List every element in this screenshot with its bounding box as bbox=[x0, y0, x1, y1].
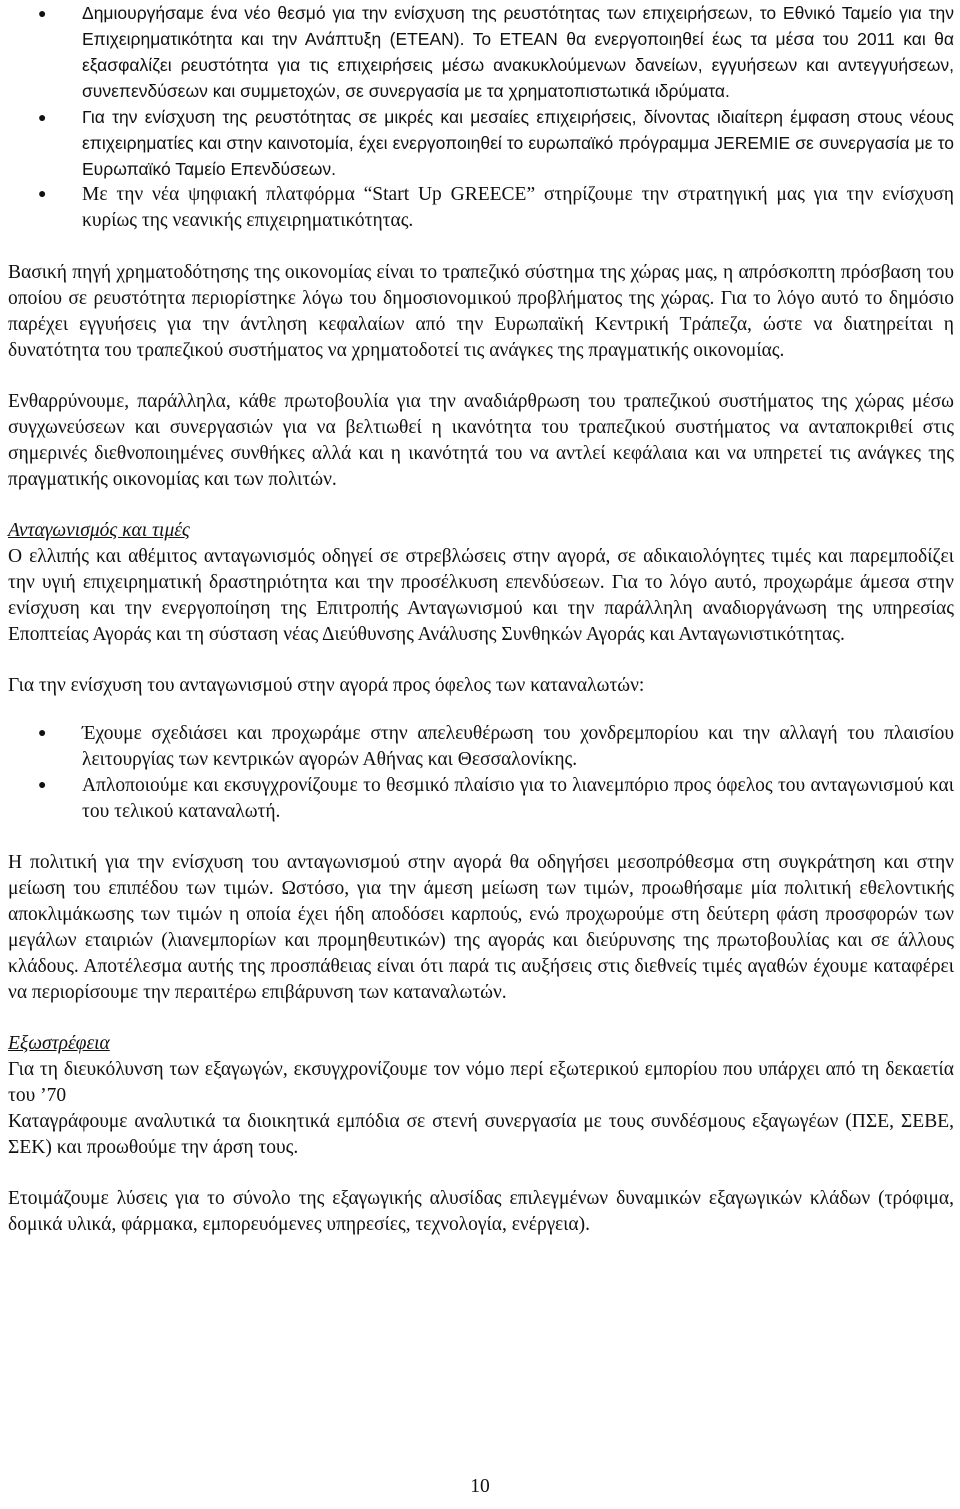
list-item bbox=[8, 182, 954, 234]
list-item bbox=[8, 104, 954, 182]
bullet-icon: ● bbox=[38, 726, 47, 741]
competition-paragraph: Ο ελλιπής και αθέμιτος ανταγωνισμός οδηγεί σε στρεβλώσεις στην αγορά, σε αδικαιολόγητες τιμές και παρεμποδίζει την υγιή επιχειρηματική δραστηριότητα και την προσέλκυση επενδύσεων. Για το λόγο αυτό, προχωράμε άμεσα στην ενίσχυση και την ενεργοποίηση της Επιτροπής Ανταγωνισμού και την παράλληλη αναδιοργάνωση της υπηρεσίας Εποπτείας Αγοράς και τη σύσταση νέας Διεύθυνσης Ανάλυσης Συνθηκών Αγοράς και Ανταγωνιστικότητας. bbox=[8, 546, 954, 645]
bullet-icon: ● bbox=[38, 778, 47, 793]
export-paragraph-3: Ετοιμάζουμε λύσεις για το σύνολο της εξαγωγικής αλυσίδας επιλεγμένων δυναμικών εξαγωγικών κλάδων (τρόφιμα, δομικά υλικά, φάρμακα, εμπορευόμενες υπηρεσίες, τεχνολογία, ενέργεια). bbox=[8, 1188, 954, 1235]
page-number: 10 bbox=[470, 1476, 490, 1497]
list-item-text: Για την ενίσχυση της ρευστότητας σε μικρές και μεσαίες επιχειρήσεις, δίνοντας ιδιαίτερη έμφαση στους νέους επιχειρηματίες και στην καινοτομία, έχει ενεργοποιηθεί το ευρωπαϊκό πρόγραμμα JEREMIE σε συνεργασία με το Ευρωπαϊκό Ταμείο Επενδύσεων. bbox=[82, 107, 954, 179]
list-item-text: Έχουμε σχεδιάσει και προχωράμε στην απελευθέρωση του χονδρεμπορίου και την αλλαγή του πλαισίου λειτουργίας των κεντρικών αγορών Αθήνας και Θεσσαλονίκης. bbox=[82, 723, 954, 770]
bullet-icon: ● bbox=[38, 187, 47, 202]
list-item-text: Με την νέα ψηφιακή πλατφόρμα “Start Up GREECE” στηρίζουμε την στρατηγική μας για την ενίσχυση κυρίως της νεανικής επιχειρηματικότητας. bbox=[82, 184, 954, 231]
bullet-icon: ● bbox=[38, 109, 47, 125]
banking-paragraph: Βασική πηγή χρηματοδότησης της οικονομίας είναι το τραπεζικό σύστημα της χώρας μας, η απρόσκοπτη πρόσβαση του οποίου σε ρευστότητα περιορίστηκε λόγω του δημοσιονομικού προβλήματος της χώρας. Για το λόγο αυτό το δημόσιο παρέχει εγγυήσεις για την άντληση κεφαλαίων από την Ευρωπαϊκή Κεντρική Τράπεζα, ώστε να διατηρείται η δυνατότητα του τραπεζικού συστήματος να χρηματοδοτεί τις ανάγκες της πραγματικής οικονομίας. bbox=[8, 262, 954, 361]
consumers-bullet-list bbox=[8, 721, 954, 825]
list-item-text: Δημιουργήσαμε ένα νέο θεσμό για την ενίσχυση της ρευστότητας των επιχειρήσεων, το Εθνικό Ταμείο για την Επιχειρηματικότητα και την Ανάπτυξη (ΕΤΕΑΝ). Το ΕΤΕΑΝ θα ενεργοποιηθεί έως τα μέσα του 2011 και θα εξασφαλίζει ρευστότητα για τις επιχειρήσεις μέσω ανακυκλούμενων δανείων, εγγυήσεων και αντεγγυήσεων, συνεπενδύσεων και συμμετοχών, σε συνεργασία με τα χρηματοπιστωτικά ιδρύματα. bbox=[82, 3, 954, 101]
competition-heading: Ανταγωνισμός και τιμές bbox=[8, 520, 190, 541]
document-page bbox=[8, 0, 954, 1238]
consumers-intro-paragraph: Για την ενίσχυση του ανταγωνισμού στην αγορά προς όφελος των καταναλωτών: bbox=[8, 675, 645, 696]
export-paragraph-1: Για τη διευκόλυνση των εξαγωγών, εκσυγχρονίζουμε τον νόμο περί εξωτερικού εμπορίου που υπάρχει από τη δεκαετία του ’70 bbox=[8, 1059, 954, 1106]
export-paragraph-2: Καταγράφουμε αναλυτικά τα διοικητικά εμπόδια σε στενή συνεργασία με τους συνδέσμους εξαγωγέων (ΠΣΕ, ΣΕΒΕ, ΣΕΚ) και προωθούμε την άρση τους. bbox=[8, 1111, 954, 1158]
liquidity-bullet-list bbox=[8, 0, 954, 234]
list-item-text: Απλοποιούμε και εκσυγχρονίζουμε το θεσμικό πλαίσιο για το λιανεμπόριο προς όφελος του ανταγωνισμού και του τελικού καταναλωτή. bbox=[82, 775, 954, 822]
list-item bbox=[8, 0, 954, 104]
list-item bbox=[8, 721, 954, 773]
restructuring-paragraph: Ενθαρρύνουμε, παράλληλα, κάθε πρωτοβουλία για την αναδιάρθρωση του τραπεζικού συστήματος της χώρας μέσω συγχωνεύσεων και συνεργασιών για να βελτιωθεί η ικανότητα του τραπεζικού συστήματος να ανταποκριθεί στις σημερινές διεθνοποιημένες συνθήκες αλλά και η ικανότητά του να αντλεί κεφάλαια και να υπηρετεί τις ανάγκες της πραγματικής οικονομίας και των πολιτών. bbox=[8, 391, 954, 490]
bullet-icon: ● bbox=[38, 5, 47, 21]
list-item bbox=[8, 773, 954, 825]
export-heading: Εξωστρέφεια bbox=[8, 1033, 110, 1054]
prices-paragraph: Η πολιτική για την ενίσχυση του ανταγωνισμού στην αγορά θα οδηγήσει μεσοπρόθεσμα στη συγκράτηση και στην μείωση του επιπέδου των τιμών. Ωστόσο, για την άμεση μείωση των τιμών, προωθήσαμε μία πολιτική εθελοντικής αποκλιμάκωσης των τιμών η οποία έχει ήδη αποδόσει καρπούς, ενώ προχωρούμε στη δεύτερη φάση προσφορών των μεγάλων εταιριών (λιανεμπορίων και προμηθευτικών) της αγοράς και διεύρυνσης της πρωτοβουλίας και σε άλλους κλάδους. Αποτέλεσμα αυτής της προσπάθειας είναι ότι παρά τις αυξήσεις στις διεθνείς τιμές αγαθών έχουμε καταφέρει να περιορίσουμε την περαιτέρω επιβάρυνση των καταναλωτών. bbox=[8, 852, 954, 1003]
